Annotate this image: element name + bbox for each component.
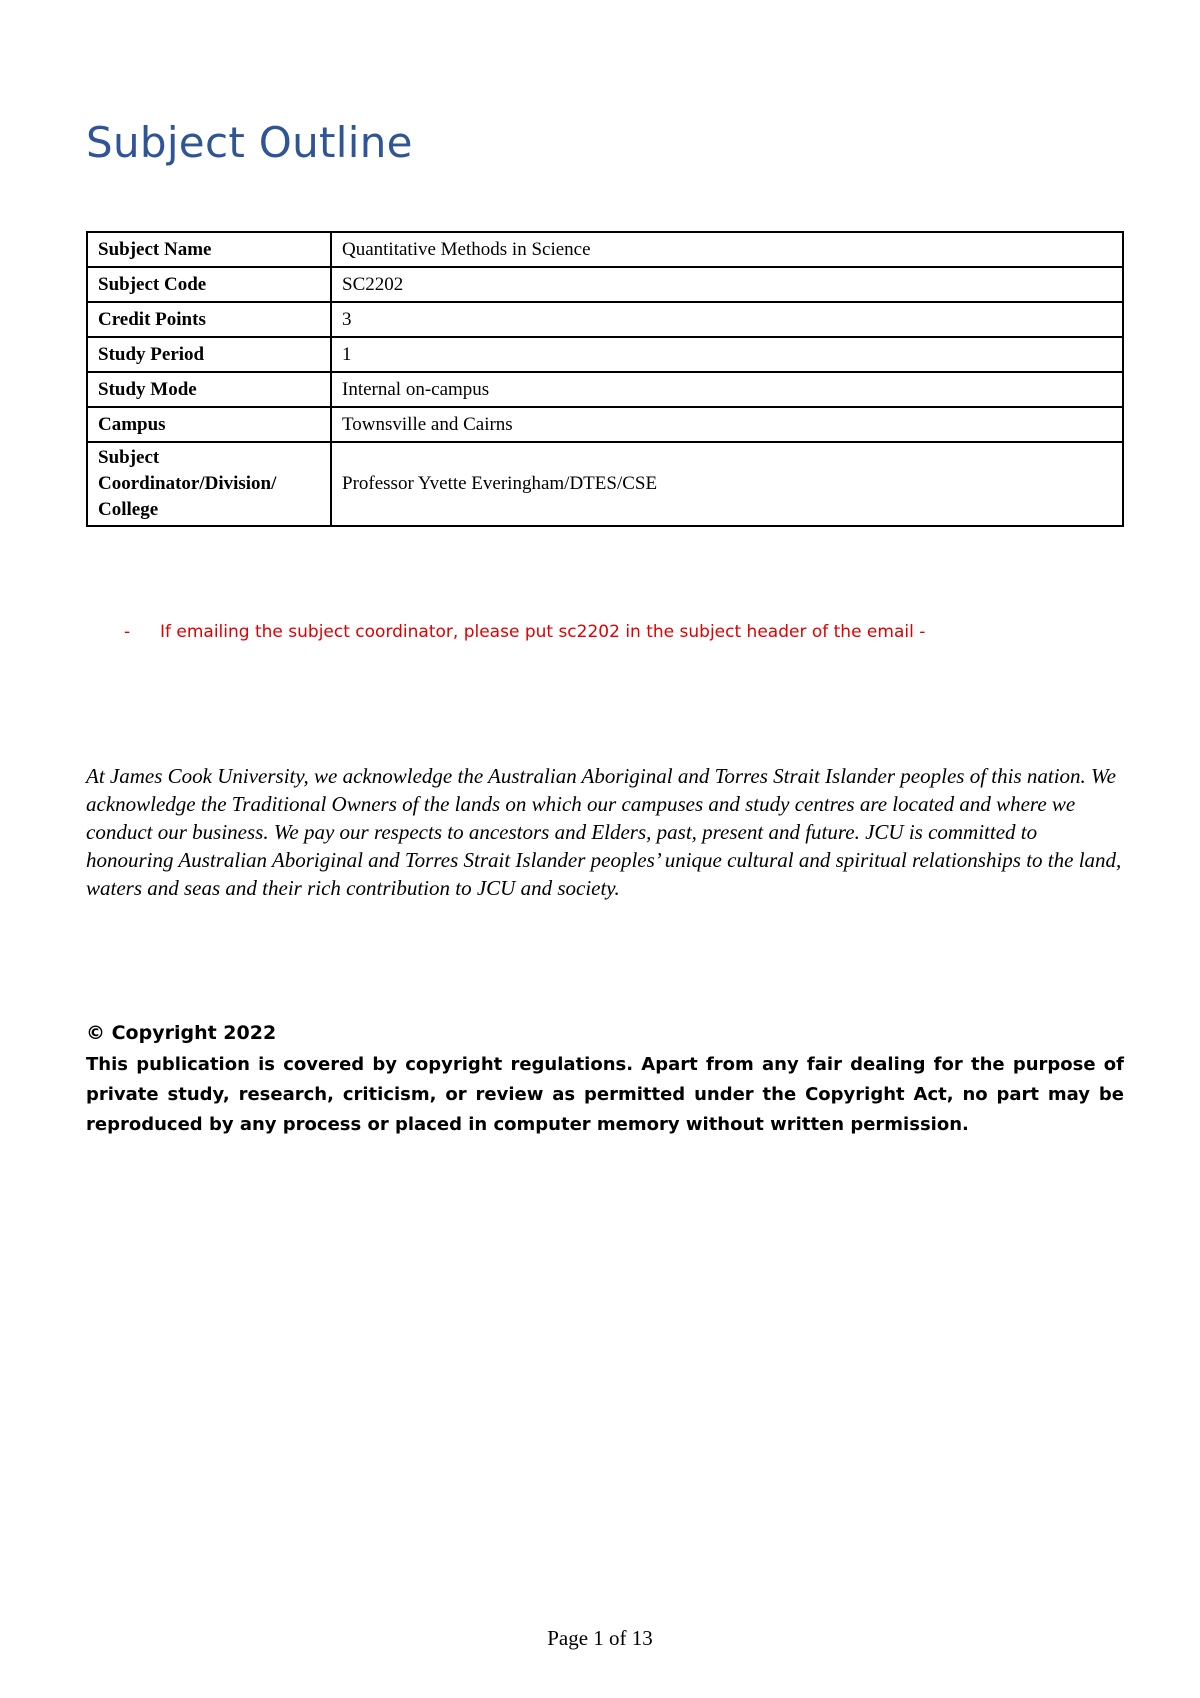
row-value-subject-code: SC2202: [331, 267, 1123, 302]
row-label-credit-points: Credit Points: [87, 302, 331, 337]
coordinator-label-line1: Subject: [98, 447, 160, 468]
row-label-coordinator: [87, 442, 331, 526]
table-row: [87, 372, 1123, 407]
row-label-subject-name: Subject Name: [87, 232, 331, 267]
table-row: [87, 442, 1123, 526]
row-label-study-mode: Study Mode: [87, 372, 331, 407]
row-value-study-mode: Internal on-campus: [331, 372, 1123, 407]
row-value-credit-points: 3: [331, 302, 1123, 337]
notice-text: If emailing the subject coordinator, please put sc2202 in the subject header of the email -: [160, 622, 926, 642]
copyright-heading: © Copyright 2022: [86, 1022, 277, 1044]
page-number: Page 1 of 13: [547, 1626, 653, 1650]
acknowledgement-of-country: At James Cook University, we acknowledge the Australian Aboriginal and Torres Strait Islander peoples of this nation. We acknowledge the Traditional Owners of the lands on which our campuses and study centres are located and where we conduct our business. We pay our respects to ancestors and Elders, past, present and future. JCU is committed to honouring Australian Aboriginal and Torres Strait Islander peoples’ unique cultural and spiritual relationships to the land, waters and seas and their rich contribution to JCU and society.: [86, 764, 1122, 900]
coordinator-label-line3: College: [98, 499, 159, 520]
email-notice: [124, 622, 925, 642]
row-value-coordinator: Professor Yvette Everingham/DTES/CSE: [331, 442, 1123, 526]
table-row: [87, 337, 1123, 372]
subject-details-table: [86, 231, 1124, 527]
notice-bullet: -: [124, 622, 131, 642]
coordinator-label-line2: Coordinator/Division/: [98, 473, 277, 494]
table-row: [87, 302, 1123, 337]
copyright-body: This publication is covered by copyright regulations. Apart from any fair dealing for the purpose of private study, research, criticism, or review as permitted under the Copyright Act, no part may be reproduced by any process or placed in computer memory without written permission.: [86, 1054, 1124, 1135]
table-row: [87, 232, 1123, 267]
row-value-campus: Townsville and Cairns: [331, 407, 1123, 442]
row-value-subject-name: Quantitative Methods in Science: [331, 232, 1123, 267]
row-label-subject-code: Subject Code: [87, 267, 331, 302]
row-label-study-period: Study Period: [87, 337, 331, 372]
page-title: Subject Outline: [86, 118, 413, 167]
row-value-study-period: 1: [331, 337, 1123, 372]
table-row: [87, 267, 1123, 302]
row-label-campus: Campus: [87, 407, 331, 442]
table-row: [87, 407, 1123, 442]
